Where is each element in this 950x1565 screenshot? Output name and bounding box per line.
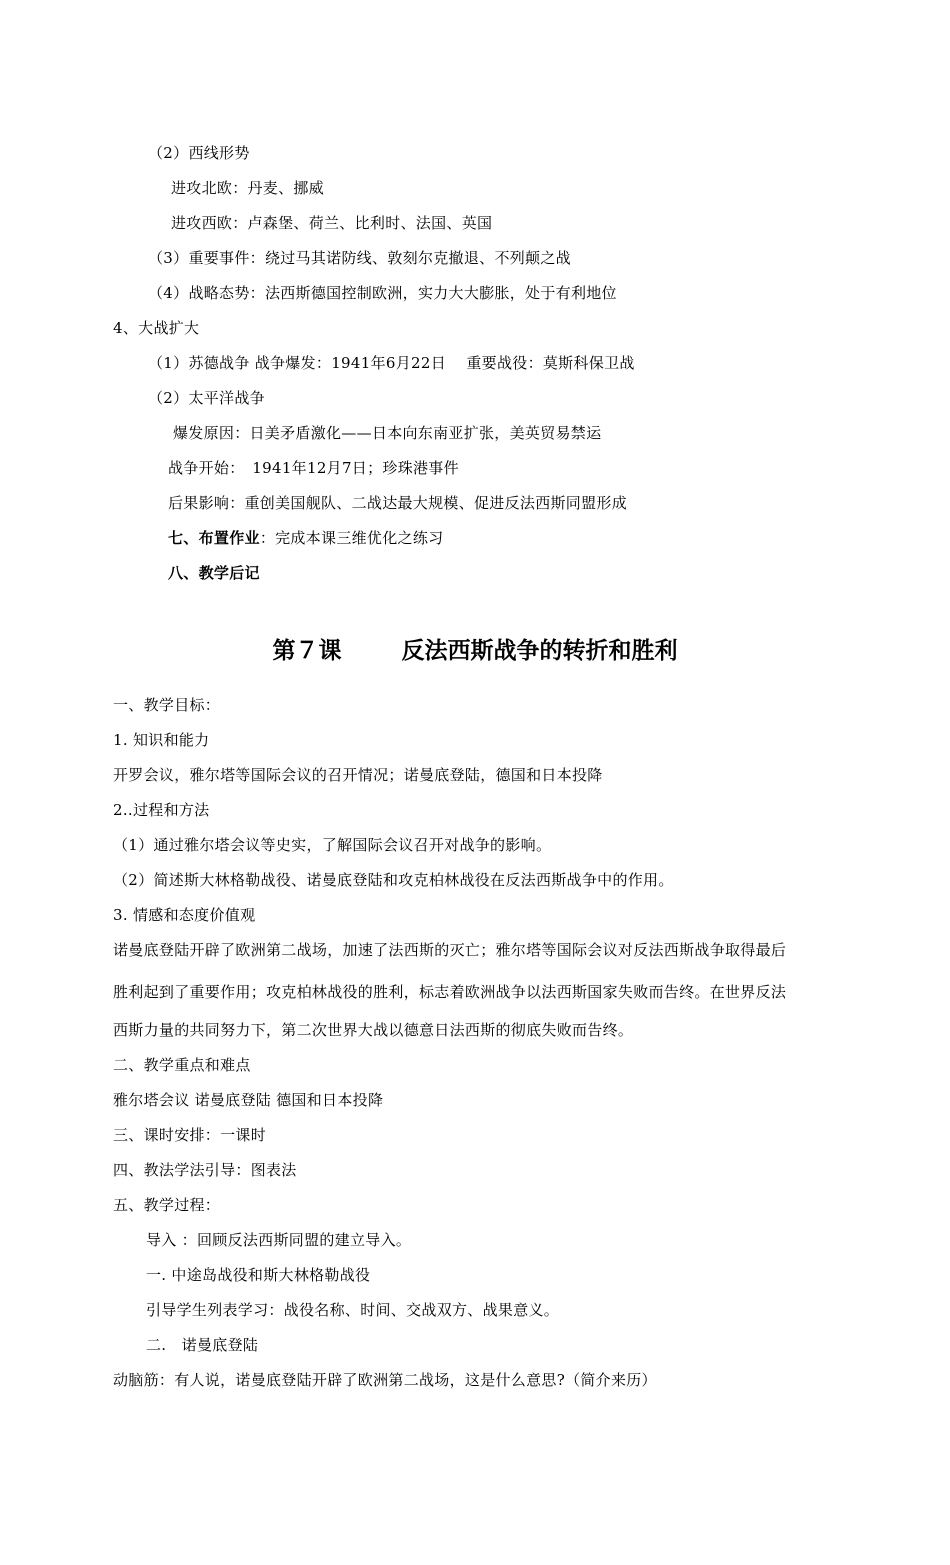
homework-text: ：完成本课三维优化之练习 <box>259 529 444 547</box>
strategy-line: （4）战略态势：法西斯德国控制欧洲，实力大大膨胀，处于有利地位 <box>148 284 617 302</box>
goal3-line2: 胜利起到了重要作用；攻克柏林战役的胜利，标志着欧洲战争以法西斯国家失败而告终。在世界反法 <box>113 983 787 1001</box>
time-heading: 三、课时安排：一课时 <box>113 1126 267 1144</box>
process-heading: 五、教学过程： <box>113 1196 221 1214</box>
part2-heading: 二. 诺曼底登陆 <box>146 1336 259 1354</box>
key-text: 雅尔塔会议 诺曼底登陆 德国和日本投降 <box>113 1091 384 1109</box>
intro-line: 导入 ：回顾反法西斯同盟的建立导入。 <box>146 1231 412 1249</box>
goal1-text: 开罗会议，雅尔塔等国际会议的召开情况；诺曼底登陆，德国和日本投降 <box>113 766 603 784</box>
goal3-line3: 西斯力量的共同努力下，第二次世界大战以德意日法西斯的彻底失败而告终。 <box>113 1021 634 1039</box>
part1-heading: 一. 中途岛战役和斯大林格勒战役 <box>146 1266 371 1284</box>
lesson-name: 反法西斯战争的转折和胜利 <box>401 638 678 664</box>
cause-line: 爆发原因：日美矛盾激化——日本向东南亚扩张，美英贸易禁运 <box>173 424 602 442</box>
part1-guide: 引导学生列表学习：战役名称、时间、交战双方、战果意义。 <box>146 1301 560 1319</box>
goal3-line1: 诺曼底登陆开辟了欧洲第二战场，加速了法西斯的灭亡；雅尔塔等国际会议对反法西斯战争取得最后 <box>113 941 787 959</box>
goal1-heading: 1. 知识和能力 <box>113 731 210 749</box>
goal2-item2: （2）简述斯大林格勒战役、诺曼底登陆和攻克柏林战役在反法西斯战争中的作用。 <box>113 871 674 889</box>
goal2-item1: （1）通过雅尔塔会议等史实，了解国际会议召开对战争的影响。 <box>113 836 552 854</box>
pacific-war-heading: （2）太平洋战争 <box>148 389 265 407</box>
west-europe-line: 进攻西欧：卢森堡、荷兰、比利时、法国、英国 <box>171 214 493 232</box>
postscript-heading: 八、教学后记 <box>168 564 260 582</box>
goal2-heading: 2..过程和方法 <box>113 801 210 819</box>
homework-label: 七、布置作业 <box>168 529 260 547</box>
expand-heading: 4、大战扩大 <box>113 319 200 337</box>
lesson-title <box>0 636 950 666</box>
start-line: 战争开始： 1941年12月7日；珍珠港事件 <box>168 459 459 477</box>
events-line: （3）重要事件：绕过马其诺防线、敦刻尔克撤退、不列颠之战 <box>148 249 571 267</box>
goals-heading: 一、教学目标： <box>113 696 221 714</box>
lesson-number: 第７课 <box>272 638 342 664</box>
method-heading: 四、教法学法引导：图表法 <box>113 1161 297 1179</box>
brainstorm-line: 动脑筋：有人说，诺曼底登陆开辟了欧洲第二战场，这是什么意思?（简介来历） <box>113 1371 657 1389</box>
west-front-heading: （2）西线形势 <box>148 144 250 162</box>
north-europe-line: 进攻北欧：丹麦、挪威 <box>171 179 325 197</box>
goal3-heading: 3. 情感和态度价值观 <box>113 906 256 924</box>
effect-line: 后果影响：重创美国舰队、二战达最大规模、促进反法西斯同盟形成 <box>168 494 628 512</box>
key-heading: 二、教学重点和难点 <box>113 1056 251 1074</box>
soviet-war-line: （1）苏德战争 战争爆发：1941年6月22日 重要战役：莫斯科保卫战 <box>148 354 635 372</box>
homework-line <box>168 528 443 548</box>
